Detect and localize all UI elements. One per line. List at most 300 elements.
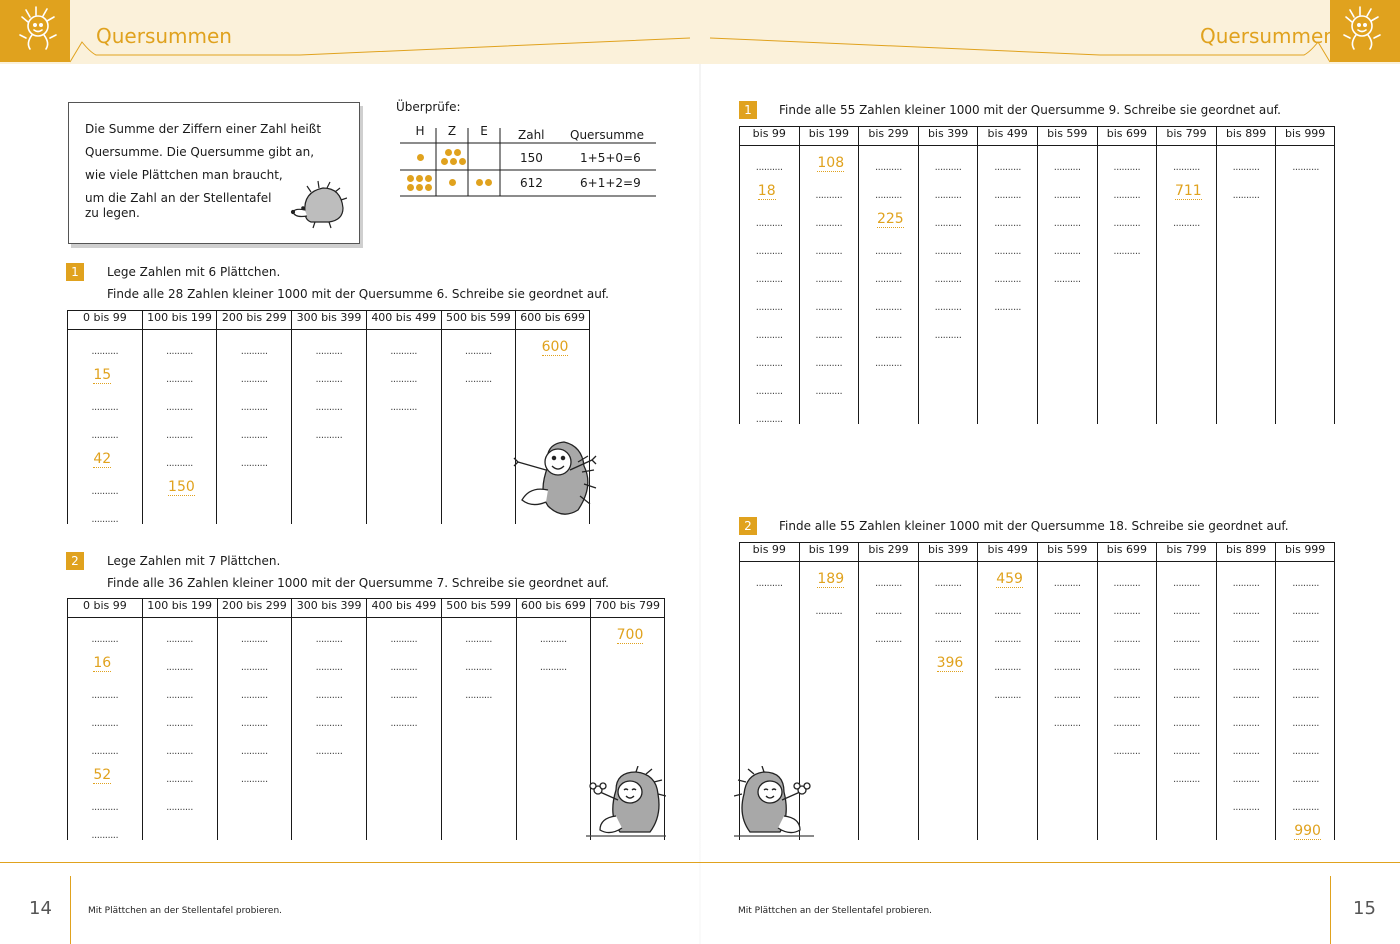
answer-blank[interactable]: .......... bbox=[464, 374, 492, 385]
answer-blank[interactable]: .......... bbox=[1113, 718, 1141, 729]
grid-column bbox=[1275, 126, 1335, 424]
answer-blank[interactable]: .......... bbox=[934, 190, 962, 201]
answer-blank[interactable]: .......... bbox=[240, 430, 268, 441]
counter-dot bbox=[417, 154, 424, 161]
grid-column bbox=[858, 126, 918, 424]
answer-blank[interactable]: .......... bbox=[315, 346, 343, 357]
grid-column bbox=[1216, 126, 1276, 424]
answer-blank[interactable]: .......... bbox=[755, 414, 783, 425]
answer-entry[interactable]: 600 bbox=[541, 339, 569, 355]
page-number-right: 15 bbox=[1353, 898, 1376, 919]
answer-blank[interactable]: .......... bbox=[994, 606, 1021, 617]
answer-blank[interactable]: .......... bbox=[1053, 718, 1081, 729]
answer-blank[interactable]: .......... bbox=[815, 274, 843, 285]
answer-blank[interactable]: .......... bbox=[815, 246, 843, 257]
definition-box bbox=[68, 102, 360, 244]
answer-blank[interactable]: .......... bbox=[934, 606, 962, 617]
footer-hint-left: Mit Plättchen an der Stellentafel probieren. bbox=[88, 906, 283, 916]
answer-blank[interactable]: .......... bbox=[315, 662, 343, 673]
answer-blank[interactable]: .......... bbox=[1292, 718, 1319, 729]
grid-column-header: 600 bis 699 bbox=[520, 311, 586, 324]
answer-blank[interactable]: .......... bbox=[240, 718, 268, 729]
grid-column bbox=[918, 126, 978, 424]
grid-column bbox=[1037, 542, 1097, 840]
page-number-left: 14 bbox=[29, 898, 52, 919]
answer-blank[interactable]: .......... bbox=[755, 578, 783, 589]
task-instruction: Lege Zahlen mit 6 Plättchen. bbox=[107, 265, 281, 279]
grid-column bbox=[366, 598, 441, 840]
answer-blank[interactable]: .......... bbox=[539, 634, 567, 645]
definition-line: um die Zahl an der Stellentafel bbox=[85, 191, 272, 205]
answer-blank[interactable]: .......... bbox=[994, 162, 1021, 173]
check-title: Überprüfe: bbox=[396, 100, 461, 114]
counter-dot bbox=[445, 149, 452, 156]
counter-dot bbox=[450, 158, 457, 165]
grid-column-header: bis 499 bbox=[987, 127, 1028, 140]
answer-blank[interactable]: .......... bbox=[1053, 634, 1081, 645]
answer-entry[interactable]: 52 bbox=[93, 767, 112, 783]
answer-blank[interactable]: .......... bbox=[874, 634, 902, 645]
answer-blank[interactable]: .......... bbox=[1232, 190, 1260, 201]
answer-blank[interactable]: .......... bbox=[315, 690, 343, 701]
answer-blank[interactable]: .......... bbox=[1113, 746, 1141, 757]
answer-blank[interactable]: .......... bbox=[1232, 774, 1260, 785]
answer-blank[interactable]: .......... bbox=[934, 218, 962, 229]
grid-column bbox=[1097, 542, 1157, 840]
grid-column-header: 500 bis 599 bbox=[446, 599, 511, 612]
answer-blank[interactable]: .......... bbox=[815, 302, 843, 313]
answer-blank[interactable]: .......... bbox=[166, 402, 193, 413]
answer-blank[interactable]: .......... bbox=[994, 190, 1021, 201]
answer-blank[interactable]: .......... bbox=[464, 346, 492, 357]
grid-column-header: bis 199 bbox=[808, 127, 850, 140]
grid-column bbox=[142, 310, 217, 524]
footer-line bbox=[0, 862, 1400, 863]
answer-entry[interactable]: 150 bbox=[168, 479, 195, 495]
answer-blank[interactable]: .......... bbox=[994, 634, 1021, 645]
answer-blank[interactable]: .......... bbox=[166, 634, 193, 645]
counter-dot bbox=[416, 175, 423, 182]
grid-column-header: 600 bis 699 bbox=[520, 599, 586, 612]
answer-blank[interactable]: .......... bbox=[755, 246, 783, 257]
grid-column bbox=[918, 542, 978, 840]
answer-blank[interactable]: .......... bbox=[1172, 774, 1200, 785]
answer-blank[interactable]: .......... bbox=[994, 274, 1021, 285]
answer-blank[interactable]: .......... bbox=[1292, 690, 1319, 701]
hedgehog-icon bbox=[734, 766, 814, 842]
grid-column bbox=[67, 598, 142, 840]
answer-entry[interactable]: 711 bbox=[1174, 183, 1202, 199]
grid-column-header: bis 299 bbox=[868, 543, 909, 556]
grid-column-header: bis 399 bbox=[927, 543, 969, 556]
column-header-h: H bbox=[415, 124, 425, 138]
answer-blank[interactable]: .......... bbox=[315, 718, 343, 729]
answer-blank[interactable]: .......... bbox=[240, 374, 268, 385]
grid-column bbox=[516, 598, 591, 840]
answer-blank[interactable]: .......... bbox=[1292, 802, 1319, 813]
answer-blank[interactable]: .......... bbox=[91, 690, 119, 701]
answer-blank[interactable]: .......... bbox=[91, 514, 119, 525]
answer-blank[interactable]: .......... bbox=[1053, 246, 1081, 257]
answer-blank[interactable]: .......... bbox=[755, 302, 783, 313]
answer-blank[interactable]: .......... bbox=[1292, 578, 1319, 589]
answer-blank[interactable]: .......... bbox=[315, 374, 343, 385]
answer-blank[interactable]: .......... bbox=[1113, 606, 1141, 617]
answer-blank[interactable]: .......... bbox=[1172, 662, 1200, 673]
task-instruction: Finde alle 28 Zahlen kleiner 1000 mit der Quersumme 6. Schreibe sie geordnet auf. bbox=[107, 287, 609, 301]
answer-blank[interactable]: .......... bbox=[874, 358, 902, 369]
answer-blank[interactable]: .......... bbox=[1113, 662, 1141, 673]
grid-column-header: 0 bis 99 bbox=[82, 311, 127, 324]
answer-blank[interactable]: .......... bbox=[1053, 162, 1081, 173]
number-grid bbox=[739, 542, 1335, 840]
answer-blank[interactable]: .......... bbox=[240, 690, 268, 701]
answer-blank[interactable]: .......... bbox=[1053, 606, 1081, 617]
grid-column bbox=[441, 310, 516, 524]
counter-dot bbox=[449, 179, 456, 186]
answer-blank[interactable]: .......... bbox=[1172, 746, 1200, 757]
page-title-left: Quersummen bbox=[96, 24, 232, 48]
answer-blank[interactable]: .......... bbox=[166, 774, 193, 785]
task-number: 1 bbox=[739, 101, 757, 119]
answer-blank[interactable]: .......... bbox=[390, 374, 417, 385]
answer-blank[interactable]: .......... bbox=[91, 402, 119, 413]
answer-blank[interactable]: .......... bbox=[1172, 690, 1200, 701]
answer-blank[interactable]: .......... bbox=[240, 346, 268, 357]
answer-blank[interactable]: .......... bbox=[874, 274, 902, 285]
number-grid bbox=[739, 126, 1335, 424]
answer-blank[interactable]: .......... bbox=[934, 162, 962, 173]
flower-icon bbox=[590, 783, 606, 794]
answer-blank[interactable]: .......... bbox=[755, 330, 783, 341]
answer-blank[interactable]: .......... bbox=[166, 746, 193, 757]
grid-column-header: 200 bis 299 bbox=[221, 599, 287, 612]
answer-blank[interactable]: .......... bbox=[465, 662, 492, 673]
answer-blank[interactable]: .......... bbox=[934, 330, 962, 341]
grid-column bbox=[977, 542, 1037, 840]
answer-blank[interactable]: .......... bbox=[1053, 690, 1081, 701]
answer-blank[interactable]: .......... bbox=[934, 578, 962, 589]
answer-blank[interactable]: .......... bbox=[994, 218, 1021, 229]
answer-blank[interactable]: .......... bbox=[874, 302, 902, 313]
answer-blank[interactable]: .......... bbox=[240, 774, 268, 785]
grid-column bbox=[1216, 542, 1276, 840]
definition-line: Quersumme. Die Quersumme gibt an, bbox=[85, 145, 315, 159]
grid-column-header: bis 499 bbox=[987, 543, 1028, 556]
grid-column-header: 400 bis 499 bbox=[371, 311, 437, 324]
answer-blank[interactable]: .......... bbox=[1292, 162, 1319, 173]
answer-blank[interactable]: .......... bbox=[1172, 162, 1200, 173]
grid-column bbox=[1037, 126, 1097, 424]
grid-column-header: bis 299 bbox=[868, 127, 909, 140]
definition-line: zu legen. bbox=[85, 206, 140, 220]
answer-blank[interactable]: .......... bbox=[1292, 606, 1319, 617]
answer-blank[interactable]: .......... bbox=[465, 634, 492, 645]
grid-column bbox=[858, 542, 918, 840]
task-number: 2 bbox=[66, 552, 84, 570]
answer-blank[interactable]: .......... bbox=[91, 802, 119, 813]
answer-blank[interactable]: .......... bbox=[390, 690, 418, 701]
counter-dot bbox=[416, 184, 423, 191]
answer-blank[interactable]: .......... bbox=[815, 190, 843, 201]
answer-entry[interactable]: 189 bbox=[817, 571, 845, 587]
answer-blank[interactable]: .......... bbox=[315, 430, 343, 441]
answer-blank[interactable]: .......... bbox=[1053, 218, 1081, 229]
grid-column bbox=[1275, 542, 1335, 840]
task-number: 2 bbox=[739, 517, 757, 535]
answer-blank[interactable]: .......... bbox=[1113, 690, 1141, 701]
grid-column bbox=[142, 598, 217, 840]
grid-column bbox=[216, 310, 291, 524]
page-title-right: Quersummen bbox=[1200, 24, 1336, 48]
answer-blank[interactable]: .......... bbox=[1053, 662, 1081, 673]
counter-dot bbox=[485, 179, 492, 186]
page-spine bbox=[699, 0, 701, 944]
answer-blank[interactable]: .......... bbox=[1113, 190, 1141, 201]
grid-column bbox=[739, 126, 799, 424]
answer-blank[interactable]: .......... bbox=[994, 246, 1021, 257]
answer-blank[interactable]: .......... bbox=[994, 302, 1021, 313]
answer-blank[interactable]: .......... bbox=[166, 374, 193, 385]
counter-dot bbox=[407, 184, 414, 191]
answer-blank[interactable]: .......... bbox=[91, 346, 119, 357]
answer-blank[interactable]: .......... bbox=[994, 690, 1021, 701]
answer-entry[interactable]: 15 bbox=[93, 367, 112, 383]
answer-blank[interactable]: .......... bbox=[934, 302, 962, 313]
answer-blank[interactable]: .......... bbox=[166, 718, 193, 729]
grid-column-header: bis 399 bbox=[927, 127, 969, 140]
check-zahl: 612 bbox=[520, 176, 543, 190]
answer-blank[interactable]: .......... bbox=[240, 402, 268, 413]
grid-column bbox=[291, 598, 366, 840]
answer-blank[interactable]: .......... bbox=[815, 606, 843, 617]
answer-blank[interactable]: .......... bbox=[755, 274, 783, 285]
answer-blank[interactable]: .......... bbox=[815, 218, 843, 229]
grid-column-header: bis 899 bbox=[1225, 127, 1267, 140]
grid-column-header: bis 999 bbox=[1285, 127, 1326, 140]
answer-blank[interactable]: .......... bbox=[1232, 662, 1260, 673]
answer-blank[interactable]: .......... bbox=[1232, 162, 1260, 173]
grid-column-header: 0 bis 99 bbox=[82, 599, 127, 612]
answer-blank[interactable]: .......... bbox=[874, 606, 902, 617]
grid-column bbox=[67, 310, 142, 524]
answer-blank[interactable]: .......... bbox=[390, 346, 417, 357]
answer-blank[interactable]: .......... bbox=[1113, 578, 1141, 589]
answer-blank[interactable]: .......... bbox=[1232, 746, 1260, 757]
answer-blank[interactable]: .......... bbox=[874, 578, 902, 589]
answer-blank[interactable]: .......... bbox=[874, 162, 902, 173]
answer-entry[interactable]: 18 bbox=[757, 183, 776, 199]
hedgehog-icon bbox=[586, 766, 666, 842]
answer-blank[interactable]: .......... bbox=[166, 662, 193, 673]
grid-column-header: bis 899 bbox=[1225, 543, 1267, 556]
answer-blank[interactable]: .......... bbox=[91, 830, 119, 841]
answer-blank[interactable]: .......... bbox=[874, 330, 902, 341]
grid-column bbox=[291, 310, 366, 524]
footer-divider bbox=[70, 876, 71, 944]
answer-blank[interactable]: .......... bbox=[1113, 246, 1141, 257]
flower-icon bbox=[794, 783, 810, 794]
answer-blank[interactable]: .......... bbox=[315, 746, 343, 757]
counter-dot bbox=[459, 158, 466, 165]
answer-blank[interactable]: .......... bbox=[1232, 802, 1260, 813]
definition-line: wie viele Plättchen man braucht, bbox=[85, 168, 283, 182]
task-instruction: Lege Zahlen mit 7 Plättchen. bbox=[107, 554, 281, 568]
answer-blank[interactable]: .......... bbox=[1232, 690, 1260, 701]
answer-blank[interactable]: .......... bbox=[91, 746, 119, 757]
answer-blank[interactable]: .......... bbox=[390, 718, 418, 729]
grid-column-header: 700 bis 799 bbox=[595, 599, 660, 612]
grid-column-header: bis 99 bbox=[752, 543, 786, 556]
grid-column bbox=[977, 126, 1037, 424]
counter-dot bbox=[407, 175, 414, 182]
hedgehog-icon bbox=[508, 436, 600, 522]
answer-blank[interactable]: .......... bbox=[1053, 274, 1081, 285]
grid-column-header: bis 699 bbox=[1106, 543, 1148, 556]
answer-blank[interactable]: .......... bbox=[1232, 634, 1260, 645]
answer-entry[interactable]: 396 bbox=[936, 655, 964, 671]
answer-blank[interactable]: .......... bbox=[815, 386, 843, 397]
answer-blank[interactable]: .......... bbox=[166, 690, 193, 701]
answer-blank[interactable]: .......... bbox=[994, 662, 1021, 673]
grid-column-header: 500 bis 599 bbox=[446, 311, 511, 324]
answer-blank[interactable]: .......... bbox=[390, 662, 418, 673]
answer-blank[interactable]: .......... bbox=[755, 386, 783, 397]
answer-blank[interactable]: .......... bbox=[1172, 606, 1200, 617]
answer-blank[interactable]: .......... bbox=[390, 634, 418, 645]
grid-column bbox=[1097, 126, 1157, 424]
grid-column bbox=[217, 598, 292, 840]
answer-blank[interactable]: .......... bbox=[240, 458, 268, 469]
column-header-quersumme: Quersumme bbox=[570, 128, 644, 142]
answer-blank[interactable]: .......... bbox=[240, 662, 268, 673]
answer-blank[interactable]: .......... bbox=[1172, 218, 1200, 229]
answer-entry[interactable]: 42 bbox=[93, 451, 112, 467]
grid-column-header: bis 599 bbox=[1047, 543, 1088, 556]
column-header-e: E bbox=[480, 124, 488, 138]
answer-blank[interactable]: .......... bbox=[1232, 578, 1260, 589]
grid-column-header: bis 999 bbox=[1285, 543, 1326, 556]
answer-blank[interactable]: .......... bbox=[1113, 218, 1141, 229]
grid-column-header: 100 bis 199 bbox=[147, 599, 212, 612]
task-instruction: Finde alle 55 Zahlen kleiner 1000 mit der Quersumme 9. Schreibe sie geordnet auf. bbox=[779, 103, 1281, 117]
answer-blank[interactable]: .......... bbox=[1292, 746, 1319, 757]
answer-blank[interactable]: .......... bbox=[240, 746, 268, 757]
grid-column bbox=[1156, 126, 1216, 424]
answer-blank[interactable]: .......... bbox=[91, 486, 119, 497]
answer-blank[interactable]: .......... bbox=[315, 402, 343, 413]
grid-column-header: 400 bis 499 bbox=[371, 599, 437, 612]
answer-blank[interactable]: .......... bbox=[1232, 718, 1260, 729]
grid-column-header: bis 599 bbox=[1047, 127, 1088, 140]
answer-blank[interactable]: .......... bbox=[755, 218, 783, 229]
answer-blank[interactable]: .......... bbox=[1172, 634, 1200, 645]
counter-dot bbox=[425, 175, 432, 182]
answer-blank[interactable]: .......... bbox=[240, 634, 268, 645]
answer-entry[interactable]: 225 bbox=[876, 211, 904, 227]
answer-blank[interactable]: .......... bbox=[166, 458, 193, 469]
answer-blank[interactable]: .......... bbox=[1113, 162, 1141, 173]
grid-column-header: bis 699 bbox=[1106, 127, 1148, 140]
task-instruction: Finde alle 36 Zahlen kleiner 1000 mit der Quersumme 7. Schreibe sie geordnet auf. bbox=[107, 576, 609, 590]
answer-blank[interactable]: .......... bbox=[874, 190, 902, 201]
answer-blank[interactable]: .......... bbox=[1172, 578, 1200, 589]
answer-blank[interactable]: .......... bbox=[91, 430, 119, 441]
answer-entry[interactable]: 700 bbox=[616, 627, 644, 643]
answer-blank[interactable]: .......... bbox=[934, 274, 962, 285]
footer-hint-right: Mit Plättchen an der Stellentafel probieren. bbox=[738, 906, 933, 916]
definition-line: Die Summe der Ziffern einer Zahl heißt bbox=[85, 122, 322, 136]
grid-column bbox=[799, 126, 859, 424]
hedgehog-icon bbox=[289, 178, 347, 230]
grid-column-header: 100 bis 199 bbox=[147, 311, 212, 324]
check-quersumme: 6+1+2=9 bbox=[580, 176, 641, 190]
task-instruction: Finde alle 55 Zahlen kleiner 1000 mit der Quersumme 18. Schreibe sie geordnet auf. bbox=[779, 519, 1289, 533]
column-header-z: Z bbox=[447, 124, 457, 138]
answer-blank[interactable]: .......... bbox=[1292, 634, 1319, 645]
answer-blank[interactable]: .......... bbox=[166, 430, 193, 441]
grid-column-header: bis 799 bbox=[1166, 127, 1207, 140]
answer-blank[interactable]: .......... bbox=[755, 358, 783, 369]
answer-blank[interactable]: .......... bbox=[1292, 774, 1319, 785]
grid-column-header: 300 bis 399 bbox=[296, 599, 362, 612]
answer-blank[interactable]: .......... bbox=[815, 330, 843, 341]
grid-column bbox=[366, 310, 441, 524]
answer-blank[interactable]: .......... bbox=[390, 402, 417, 413]
grid-column bbox=[1156, 542, 1216, 840]
answer-blank[interactable]: .......... bbox=[1053, 578, 1081, 589]
grid-column-header: 200 bis 299 bbox=[221, 311, 287, 324]
answer-blank[interactable]: .......... bbox=[91, 718, 119, 729]
answer-blank[interactable]: .......... bbox=[1232, 606, 1260, 617]
grid-column-header: bis 799 bbox=[1166, 543, 1207, 556]
footer-divider bbox=[1330, 876, 1331, 944]
answer-blank[interactable]: .......... bbox=[1113, 634, 1141, 645]
answer-blank[interactable]: .......... bbox=[465, 690, 492, 701]
check-zahl: 150 bbox=[520, 151, 543, 165]
answer-blank[interactable]: .......... bbox=[815, 358, 843, 369]
answer-blank[interactable]: .......... bbox=[166, 802, 193, 813]
grid-column-header: 300 bis 399 bbox=[296, 311, 362, 324]
answer-blank[interactable]: .......... bbox=[1292, 662, 1319, 673]
counter-dot bbox=[476, 179, 483, 186]
number-grid bbox=[67, 598, 665, 840]
answer-entry[interactable]: 990 bbox=[1294, 823, 1321, 839]
answer-entry[interactable]: 459 bbox=[996, 571, 1023, 587]
check-quersumme: 1+5+0=6 bbox=[580, 151, 641, 165]
answer-blank[interactable]: .......... bbox=[1053, 190, 1081, 201]
task-number: 1 bbox=[66, 263, 84, 281]
page-header bbox=[0, 0, 1400, 64]
column-header-zahl: Zahl bbox=[518, 128, 545, 142]
grid-column bbox=[441, 598, 516, 840]
answer-blank[interactable]: .......... bbox=[91, 634, 119, 645]
answer-blank[interactable]: .......... bbox=[315, 634, 343, 645]
grid-column-header: bis 199 bbox=[808, 543, 850, 556]
answer-entry[interactable]: 16 bbox=[93, 655, 112, 671]
answer-entry[interactable]: 108 bbox=[817, 155, 845, 171]
grid-column-header: bis 99 bbox=[752, 127, 786, 140]
answer-blank[interactable]: .......... bbox=[1172, 718, 1200, 729]
answer-blank[interactable]: .......... bbox=[934, 634, 962, 645]
answer-blank[interactable]: .......... bbox=[874, 246, 902, 257]
answer-blank[interactable]: .......... bbox=[934, 246, 962, 257]
answer-blank[interactable]: .......... bbox=[166, 346, 193, 357]
counter-dot bbox=[425, 184, 432, 191]
counter-dot bbox=[441, 158, 448, 165]
answer-blank[interactable]: .......... bbox=[755, 162, 783, 173]
answer-blank[interactable]: .......... bbox=[539, 662, 567, 673]
